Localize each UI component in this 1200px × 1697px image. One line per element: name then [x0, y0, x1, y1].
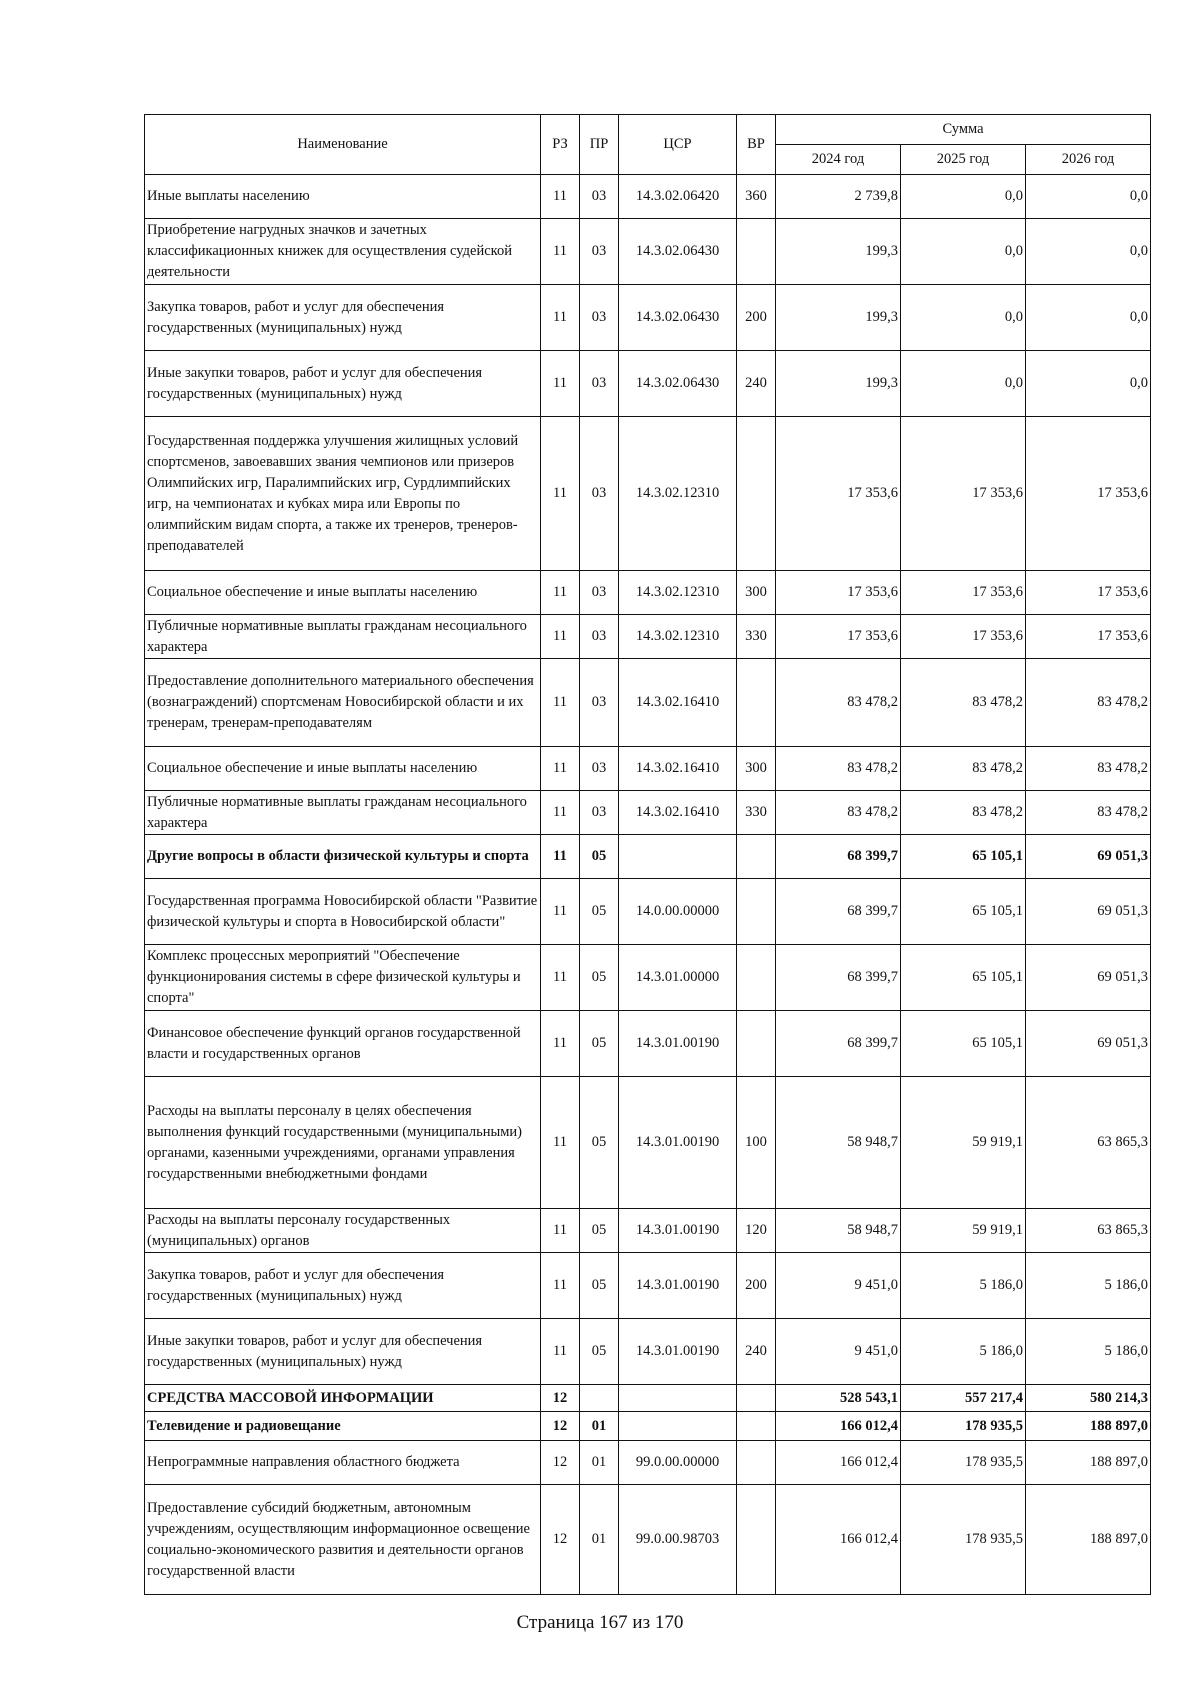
row-rz: 11	[541, 747, 580, 791]
row-sum-2024: 166 012,4	[776, 1485, 901, 1595]
row-vr: 120	[737, 1209, 776, 1253]
table-row	[145, 1011, 1151, 1077]
row-vr: 200	[737, 1253, 776, 1319]
row-sum-2024: 9 451,0	[776, 1319, 901, 1385]
row-sum-2024: 17 353,6	[776, 615, 901, 659]
row-rz: 11	[541, 945, 580, 1011]
table-row	[145, 835, 1151, 879]
row-csr: 14.3.01.00000	[619, 945, 737, 1011]
table-row	[145, 571, 1151, 615]
row-vr	[737, 879, 776, 945]
header-vr: ВР	[737, 115, 776, 175]
row-vr: 200	[737, 285, 776, 351]
table-row	[145, 615, 1151, 659]
row-sum-2026: 0,0	[1026, 219, 1151, 285]
row-sum-2024: 2 739,8	[776, 175, 901, 219]
row-vr	[737, 835, 776, 879]
row-sum-2025: 65 105,1	[901, 879, 1026, 945]
row-sum-2025: 178 935,5	[901, 1441, 1026, 1485]
row-pr	[580, 1385, 619, 1412]
row-sum-2026: 17 353,6	[1026, 417, 1151, 571]
table-row	[145, 351, 1151, 417]
table-row	[145, 791, 1151, 835]
row-vr: 300	[737, 571, 776, 615]
row-rz: 11	[541, 791, 580, 835]
row-pr: 05	[580, 945, 619, 1011]
budget-table	[144, 114, 1151, 1595]
row-rz: 12	[541, 1485, 580, 1595]
table-row	[145, 1077, 1151, 1209]
row-pr: 05	[580, 1011, 619, 1077]
row-vr	[737, 1412, 776, 1441]
table-body	[145, 175, 1151, 1595]
row-sum-2026: 580 214,3	[1026, 1385, 1151, 1412]
row-pr: 03	[580, 615, 619, 659]
row-rz: 11	[541, 219, 580, 285]
row-vr	[737, 945, 776, 1011]
row-sum-2026: 17 353,6	[1026, 571, 1151, 615]
row-csr: 14.3.02.06430	[619, 219, 737, 285]
row-sum-2026: 188 897,0	[1026, 1412, 1151, 1441]
row-sum-2025: 65 105,1	[901, 945, 1026, 1011]
row-pr: 05	[580, 1077, 619, 1209]
row-csr: 14.3.02.06420	[619, 175, 737, 219]
row-name: Иные выплаты населению	[145, 175, 541, 219]
row-sum-2026: 5 186,0	[1026, 1319, 1151, 1385]
row-csr	[619, 835, 737, 879]
row-rz: 11	[541, 1077, 580, 1209]
row-name: Иные закупки товаров, работ и услуг для обеспечения государственных (муниципальных) нужд	[145, 1319, 541, 1385]
header-sum: Сумма	[776, 115, 1151, 145]
row-pr: 03	[580, 791, 619, 835]
row-name: Закупка товаров, работ и услуг для обеспечения государственных (муниципальных) нужд	[145, 285, 541, 351]
table-row	[145, 1319, 1151, 1385]
row-name: Публичные нормативные выплаты гражданам несоциального характера	[145, 791, 541, 835]
row-csr: 14.3.01.00190	[619, 1253, 737, 1319]
row-sum-2026: 17 353,6	[1026, 615, 1151, 659]
row-pr: 05	[580, 835, 619, 879]
row-sum-2025: 0,0	[901, 285, 1026, 351]
row-sum-2026: 0,0	[1026, 351, 1151, 417]
table-row	[145, 1253, 1151, 1319]
row-sum-2024: 199,3	[776, 351, 901, 417]
row-sum-2025: 83 478,2	[901, 791, 1026, 835]
row-name: Приобретение нагрудных значков и зачетных классификационных книжек для осуществления судейской деятельности	[145, 219, 541, 285]
row-sum-2025: 65 105,1	[901, 835, 1026, 879]
row-csr: 14.3.01.00190	[619, 1209, 737, 1253]
row-csr: 14.3.02.12310	[619, 571, 737, 615]
row-sum-2025: 83 478,2	[901, 659, 1026, 747]
row-sum-2026: 5 186,0	[1026, 1253, 1151, 1319]
table-row	[145, 1385, 1151, 1412]
row-vr: 330	[737, 615, 776, 659]
row-sum-2025: 5 186,0	[901, 1253, 1026, 1319]
row-sum-2024: 9 451,0	[776, 1253, 901, 1319]
row-vr: 100	[737, 1077, 776, 1209]
table-row	[145, 879, 1151, 945]
row-vr	[737, 1485, 776, 1595]
row-sum-2025: 0,0	[901, 175, 1026, 219]
table-row	[145, 417, 1151, 571]
row-pr: 03	[580, 285, 619, 351]
row-sum-2024: 199,3	[776, 219, 901, 285]
row-sum-2025: 17 353,6	[901, 615, 1026, 659]
row-rz: 11	[541, 1011, 580, 1077]
row-pr: 05	[580, 879, 619, 945]
row-sum-2026: 69 051,3	[1026, 1011, 1151, 1077]
row-sum-2025: 59 919,1	[901, 1209, 1026, 1253]
row-pr: 03	[580, 219, 619, 285]
row-name: Закупка товаров, работ и услуг для обеспечения государственных (муниципальных) нужд	[145, 1253, 541, 1319]
row-vr	[737, 1011, 776, 1077]
row-rz: 11	[541, 1253, 580, 1319]
row-name: Иные закупки товаров, работ и услуг для обеспечения государственных (муниципальных) нужд	[145, 351, 541, 417]
row-sum-2025: 178 935,5	[901, 1485, 1026, 1595]
row-rz: 11	[541, 615, 580, 659]
row-sum-2026: 188 897,0	[1026, 1441, 1151, 1485]
row-sum-2025: 17 353,6	[901, 571, 1026, 615]
header-pr: ПР	[580, 115, 619, 175]
row-sum-2024: 83 478,2	[776, 791, 901, 835]
table-row	[145, 219, 1151, 285]
row-name: Социальное обеспечение и иные выплаты населению	[145, 747, 541, 791]
row-sum-2025: 0,0	[901, 219, 1026, 285]
table-row	[145, 1441, 1151, 1485]
row-csr: 14.3.01.00190	[619, 1319, 737, 1385]
row-sum-2024: 58 948,7	[776, 1077, 901, 1209]
header-year-2024: 2024 год	[776, 145, 901, 175]
row-sum-2024: 68 399,7	[776, 879, 901, 945]
row-csr: 14.3.02.16410	[619, 659, 737, 747]
row-sum-2024: 83 478,2	[776, 747, 901, 791]
row-vr	[737, 1385, 776, 1412]
row-vr: 240	[737, 1319, 776, 1385]
row-vr: 360	[737, 175, 776, 219]
row-sum-2025: 65 105,1	[901, 1011, 1026, 1077]
row-name: Непрограммные направления областного бюджета	[145, 1441, 541, 1485]
page-number: Страница 167 из 170	[516, 1612, 684, 1633]
row-pr: 01	[580, 1485, 619, 1595]
row-name: Государственная поддержка улучшения жилищных условий спортсменов, завоевавших звания чемпионов или призеров Олимпийских игр, Паралимпийских игр, Сурдлимпийских игр, на чемпионатах и кубках мира или Европы по олимпийским видам спорта, а также их тренеров, тренеров-преподавателей	[145, 417, 541, 571]
row-sum-2026: 69 051,3	[1026, 879, 1151, 945]
row-sum-2025: 178 935,5	[901, 1412, 1026, 1441]
row-rz: 12	[541, 1385, 580, 1412]
row-sum-2024: 83 478,2	[776, 659, 901, 747]
table-row	[145, 1209, 1151, 1253]
header-year-2025: 2025 год	[901, 145, 1026, 175]
row-sum-2025: 557 217,4	[901, 1385, 1026, 1412]
row-csr: 99.0.00.98703	[619, 1485, 737, 1595]
row-vr: 330	[737, 791, 776, 835]
row-name: Расходы на выплаты персоналу в целях обеспечения выполнения функций государственными (муниципальными) органами, казенными учреждениями, органами управления государственными внебюджетными фондами	[145, 1077, 541, 1209]
row-pr: 05	[580, 1253, 619, 1319]
row-vr	[737, 417, 776, 571]
row-rz: 12	[541, 1441, 580, 1485]
header-year-2026: 2026 год	[1026, 145, 1151, 175]
row-sum-2026: 83 478,2	[1026, 747, 1151, 791]
row-sum-2024: 17 353,6	[776, 417, 901, 571]
row-pr: 03	[580, 747, 619, 791]
row-sum-2024: 68 399,7	[776, 835, 901, 879]
row-csr: 14.3.02.06430	[619, 351, 737, 417]
row-csr: 14.3.02.12310	[619, 417, 737, 571]
row-rz: 11	[541, 175, 580, 219]
row-name: СРЕДСТВА МАССОВОЙ ИНФОРМАЦИИ	[145, 1385, 541, 1412]
row-pr: 03	[580, 659, 619, 747]
row-rz: 11	[541, 1209, 580, 1253]
row-pr: 05	[580, 1209, 619, 1253]
row-pr: 03	[580, 175, 619, 219]
row-vr: 300	[737, 747, 776, 791]
row-sum-2026: 83 478,2	[1026, 791, 1151, 835]
row-sum-2026: 63 865,3	[1026, 1209, 1151, 1253]
row-name: Предоставление дополнительного материального обеспечения (вознаграждений) спортсменам Новосибирской области и их тренерам, тренерам-преподавателям	[145, 659, 541, 747]
row-csr	[619, 1412, 737, 1441]
row-sum-2024: 58 948,7	[776, 1209, 901, 1253]
row-csr: 14.3.02.16410	[619, 791, 737, 835]
row-sum-2025: 59 919,1	[901, 1077, 1026, 1209]
table-row	[145, 175, 1151, 219]
row-name: Государственная программа Новосибирской области "Развитие физической культуры и спорта в Новосибирской области"	[145, 879, 541, 945]
header-name: Наименование	[145, 115, 541, 175]
row-rz: 11	[541, 835, 580, 879]
row-pr: 01	[580, 1412, 619, 1441]
table-row	[145, 747, 1151, 791]
row-rz: 11	[541, 351, 580, 417]
row-name: Публичные нормативные выплаты гражданам несоциального характера	[145, 615, 541, 659]
table-row	[145, 1412, 1151, 1441]
row-rz: 12	[541, 1412, 580, 1441]
row-vr	[737, 659, 776, 747]
row-name: Другие вопросы в области физической культуры и спорта	[145, 835, 541, 879]
row-sum-2025: 5 186,0	[901, 1319, 1026, 1385]
row-csr	[619, 1385, 737, 1412]
row-sum-2024: 528 543,1	[776, 1385, 901, 1412]
row-sum-2024: 199,3	[776, 285, 901, 351]
row-sum-2024: 166 012,4	[776, 1441, 901, 1485]
row-sum-2024: 17 353,6	[776, 571, 901, 615]
row-name: Финансовое обеспечение функций органов государственной власти и государственных органов	[145, 1011, 541, 1077]
row-rz: 11	[541, 879, 580, 945]
row-pr: 03	[580, 571, 619, 615]
row-csr: 99.0.00.00000	[619, 1441, 737, 1485]
row-name: Расходы на выплаты персоналу государственных (муниципальных) органов	[145, 1209, 541, 1253]
row-rz: 11	[541, 1319, 580, 1385]
table-row	[145, 1485, 1151, 1595]
row-csr: 14.3.02.06430	[619, 285, 737, 351]
row-csr: 14.3.01.00190	[619, 1011, 737, 1077]
row-vr	[737, 1441, 776, 1485]
row-sum-2026: 83 478,2	[1026, 659, 1151, 747]
row-pr: 05	[580, 1319, 619, 1385]
row-sum-2026: 0,0	[1026, 175, 1151, 219]
row-name: Комплекс процессных мероприятий "Обеспечение функционирования системы в сфере физической культуры и спорта"	[145, 945, 541, 1011]
row-pr: 03	[580, 351, 619, 417]
row-rz: 11	[541, 659, 580, 747]
row-sum-2026: 0,0	[1026, 285, 1151, 351]
table-row	[145, 285, 1151, 351]
row-csr: 14.3.02.12310	[619, 615, 737, 659]
row-sum-2026: 69 051,3	[1026, 835, 1151, 879]
row-name: Телевидение и радиовещание	[145, 1412, 541, 1441]
row-sum-2025: 17 353,6	[901, 417, 1026, 571]
row-rz: 11	[541, 285, 580, 351]
row-sum-2025: 83 478,2	[901, 747, 1026, 791]
row-csr: 14.3.02.16410	[619, 747, 737, 791]
row-vr	[737, 219, 776, 285]
row-csr: 14.3.01.00190	[619, 1077, 737, 1209]
row-pr: 01	[580, 1441, 619, 1485]
header-csr: ЦСР	[619, 115, 737, 175]
table-row	[145, 945, 1151, 1011]
row-name: Предоставление субсидий бюджетным, автономным учреждениям, осуществляющим информационное освещение социально-экономического развития и деятельности органов государственной власти	[145, 1485, 541, 1595]
row-rz: 11	[541, 417, 580, 571]
table-row	[145, 659, 1151, 747]
row-csr: 14.0.00.00000	[619, 879, 737, 945]
row-sum-2024: 166 012,4	[776, 1412, 901, 1441]
row-rz: 11	[541, 571, 580, 615]
row-name: Социальное обеспечение и иные выплаты населению	[145, 571, 541, 615]
row-sum-2026: 188 897,0	[1026, 1485, 1151, 1595]
row-sum-2025: 0,0	[901, 351, 1026, 417]
row-vr: 240	[737, 351, 776, 417]
row-pr: 03	[580, 417, 619, 571]
row-sum-2026: 63 865,3	[1026, 1077, 1151, 1209]
row-sum-2026: 69 051,3	[1026, 945, 1151, 1011]
row-sum-2024: 68 399,7	[776, 1011, 901, 1077]
header-rz: РЗ	[541, 115, 580, 175]
row-sum-2024: 68 399,7	[776, 945, 901, 1011]
